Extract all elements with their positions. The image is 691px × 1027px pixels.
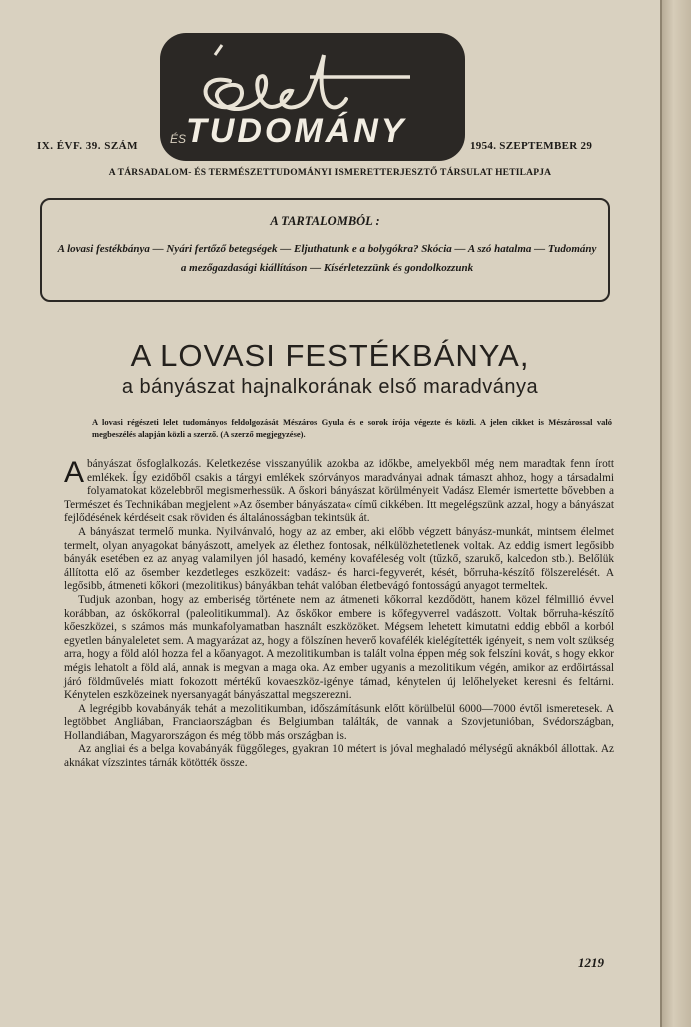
masthead-es-label: ÉS — [170, 132, 187, 146]
paragraph: A bányászat termelő munka. Nyilvánvaló, hogy az az ember, aki előbb végzett bányász-munkát, mintsem élelmet termelt, olyan anyagokat bányászott, amelyek az élethez fontosak, nélkülözhetetlenek voltak. Az eddig ismert legősibb bányák esetében ez az anyag valamilyen jól hasadó, kemény kovaféleség volt (tűzkő, szarukő, kalcedon stb.). Belőlük állította elő az ősember kezdetleges eszközeit: vadász- és harci-fegyverét, kését, bőrruha-készítő fölszerelését. A legősibb, átmeneti kőkori (mezolitikus) bányákban tehát valóban életbevágó fontosságú anyagot termeltek. — [64, 525, 614, 593]
article-intro: A lovasi régészeti lelet tudományos feldolgozását Mészáros Gyula és e sorok írója végezte és közli. A jelen cikket is Mészárossal való megbeszélés alapján közli a szerző. (A szerző megjegyzése). — [92, 417, 612, 439]
drop-cap: A — [64, 456, 85, 489]
paragraph — [64, 458, 614, 526]
paragraph-text: bányászat ősfoglalkozás. Keletkezése visszanyúlik azokba az időkbe, amelyekből még nem maradtak fenn írott emlékek. Így ezidőből csakis a tárgyi emlékek szórványos maradványai adnak támaszt ahhoz, hogy a társadalmi folyamatokat közelebbről megismerhessük. A őskori bányászat körülményeit Vadász Elemér ismertette bővebben a Természet és Technikában megjelent »Az ősember bányászata« című cikkében. Itt megelégszünk azzal, hogy a bányászat fejlődésének kérdéseit csak röviden és általánosságban tekintsük át. — [64, 458, 614, 525]
paragraph: Tudjuk azonban, hogy az emberiség története nem az átmeneti kőkorral kezdődött, hanem közel félmillió évvel korábban, az óskőkorral (paleolitikummal). Az őskőkor embere is kőfegyverrel vadászott. Voltak bőrruha-készítő kőeszközei, s számos más munkafolyamatban használt eszközöket. Mégsem lehetett kimutatni eddig ebből a korból egyetlen bányaleletet sem. A magyarázat az, hogy a fölszínen heverő kovafélék kielégítették igényeit, s nem volt szükség arra, hogy a föld alól hozza fel a kőanyagot. A mezolitikumban is talált volna éppen még sok felszíni kovát, s hogy ekkor mégis lehatolt a föld alá, annak is megvan a maga oka. Az ember ugyanis a mezolitikum végén, amikor az erdőirtással járó földművelés miatt fokozott mértékű kovaeszköz-igénye támad, kénytelen új lelőhelyeket keresni és feltárni. Kénytelen eszközeinek nyersanyagát bányászattal megszerezni. — [64, 593, 614, 702]
binding-spine — [660, 0, 691, 1027]
contents-items: A lovasi festékbánya — Nyári fertőző betegségek — Eljuthatunk e a bolygókra? Skócia — A szó hatalma — Tudomány a mezőgazdasági kiállításon — Kísérletezzünk és gondolkozzunk — [57, 243, 597, 274]
masthead-title: TUDOMÁNY — [186, 112, 407, 150]
paragraph: A legrégibb kovabányák tehát a mezolitikumban, időszámításunk előtt körülbelül 6000—7000 évtől ismeretesek. A legtöbbet Angliában, Franciaországban és Belgiumban találták, de vannak a Szovjetunióban, Svédországban, Hollandiában, Magyarországon és még több más országban is. — [64, 702, 614, 742]
issue-number: IX. ÉVF. 39. SZÁM — [37, 140, 138, 152]
page-number: 1219 — [578, 955, 604, 970]
issue-date: 1954. SZEPTEMBER 29 — [470, 140, 593, 152]
article-title: A LOVASI FESTÉKBÁNYA, — [130, 338, 530, 373]
publisher-line: A TÁRSADALOM- ÉS TERMÉSZETTUDOMÁNYI ISMERETTERJESZTŐ TÁRSULAT HETILAPJA — [108, 168, 552, 178]
contents-box — [40, 198, 610, 302]
article-body — [64, 458, 614, 771]
article-subtitle: a bányászat hajnalkorának első maradványa — [121, 376, 539, 398]
contents-title: A TARTALOMBÓL : — [270, 214, 380, 228]
paragraph: Az angliai és a belga kovabányák függőleges, gyakran 10 métert is jóval meghaladó mélységű aknákból állottak. Az aknákat vízszintes tárnák kötötték össze. — [64, 743, 614, 770]
